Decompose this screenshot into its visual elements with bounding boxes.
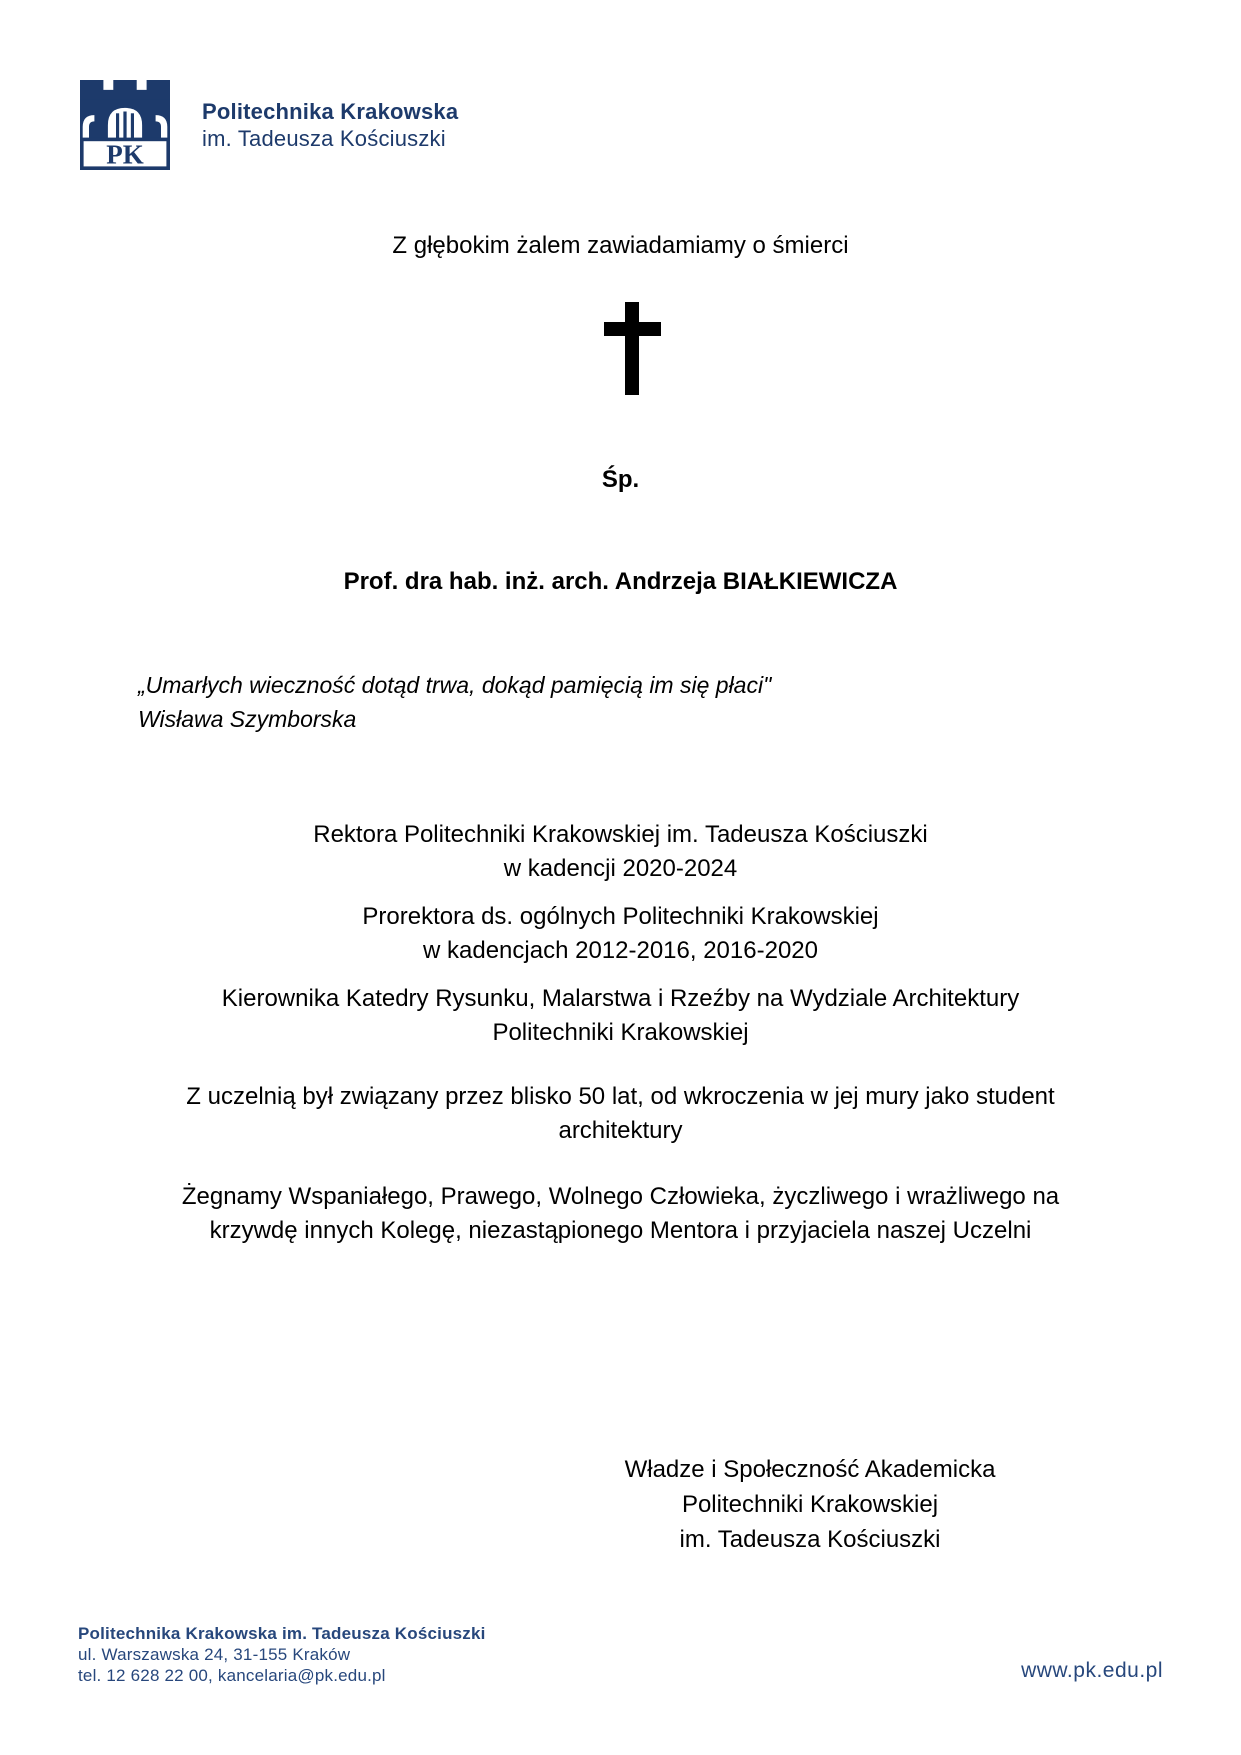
footer-org-name: Politechnika Krakowska im. Tadeusza Kościuszki [78,1624,486,1643]
announcement-intro: Z głębokim żalem zawiadamiamy o śmierci [392,232,849,259]
roles-and-tribute [0,818,1241,1248]
signature-line2: Politechniki Krakowskiej [681,1491,939,1518]
quote-author: Wisława Szymborska [138,706,357,732]
university-name-line1: Politechnika Krakowska [202,99,459,124]
deceased-name: Prof. dra hab. inż. arch. Andrzeja BIAŁKIEWICZA [343,568,898,595]
tribute-farewell-line2: krzywdę innych Kolegę, niezastąpionego Mentora i przyjaciela naszej Uczelni [209,1217,1032,1244]
pk-castle-emblem-icon [80,80,170,170]
footer-phone-email: tel. 12 628 22 00, kancelaria@pk.edu.pl [78,1666,386,1685]
tribute-farewell [0,1180,1241,1248]
sp-abbreviation: Śp. [601,466,640,493]
university-name-line2: im. Tadeusza Kościuszki [202,126,446,151]
memorial-quote [138,668,771,736]
role-rector-line2: w kadencji 2020-2024 [503,855,738,882]
university-logo [80,80,458,170]
role-prorector-line2: w kadencjach 2012-2016, 2016-2020 [423,937,818,964]
footer-address: ul. Warszawska 24, 31-155 Kraków [78,1645,351,1664]
signature-line3: im. Tadeusza Kościuszki [679,1526,941,1553]
footer-contact-block [78,1623,486,1686]
role-department-head-line2: Politechniki Krakowskiej [492,1019,749,1046]
cross-vertical-bar [625,302,639,395]
role-department-head [0,982,1241,1050]
pk-acronym: PK [106,139,144,170]
tribute-farewell-line1: Żegnamy Wspaniałego, Prawego, Wolnego Człowieka, życzliwego i wrażliwego na [181,1183,1060,1210]
role-prorector [0,900,1241,968]
signature-block [610,1452,1010,1557]
tribute-years-line1: Z uczelnią był związany przez blisko 50 lat, od wkroczenia w jej mury jako student [186,1083,1055,1110]
role-department-head-line1: Kierownika Katedry Rysunku, Malarstwa i Rzeźby na Wydziale Architektury [221,985,1020,1012]
university-name [202,98,458,152]
role-rector [0,818,1241,886]
tribute-years [0,1080,1241,1148]
signature-line1: Władze i Społeczność Akademicka [624,1456,996,1483]
tribute-years-line2: architektury [558,1117,683,1144]
quote-text: „Umarłych wieczność dotąd trwa, dokąd pamięcią im się płaci" [138,672,772,698]
role-rector-line1: Rektora Politechniki Krakowskiej im. Tadeusza Kościuszki [313,821,928,848]
role-prorector-line1: Prorektora ds. ogólnych Politechniki Krakowskiej [362,903,879,930]
footer-website: www.pk.edu.pl [1021,1659,1163,1682]
cross-horizontal-bar [604,322,661,336]
cross-icon [604,302,661,395]
